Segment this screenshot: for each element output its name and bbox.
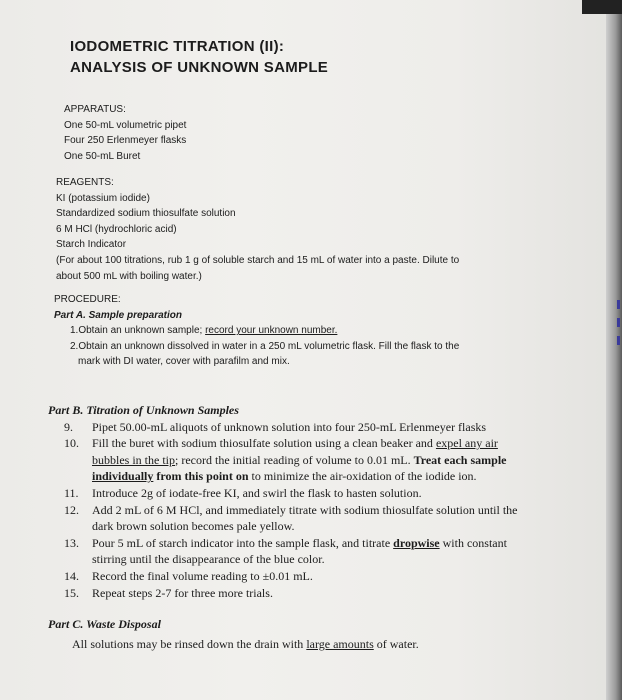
reagent-note: about 500 mL with boiling water.) [56,270,202,282]
page-edge [606,0,622,700]
step-13: 13. Pour 5 mL of starch indicator into the sample flask, and titrate dropwise with constant [64,535,507,550]
apparatus-item: One 50-mL Buret [64,150,141,162]
title-line-1: IODOMETRIC TITRATION (II): [70,38,285,55]
step-14: 14. Record the final volume reading to ±0.01 mL. [64,568,313,583]
step-1: 1.Obtain an unknown sample; record your unknown number. [70,325,338,337]
apparatus-heading: APPARATUS: [64,104,126,115]
step-2-continued: mark with DI water, cover with parafilm and mix. [78,356,290,368]
edge-mark [617,318,620,327]
title-line-2: ANALYSIS OF UNKNOWN SAMPLE [70,59,329,76]
step-10-continued: bubbles in the tip; record the initial reading of volume to 0.01 mL. Treat each sample [92,452,507,467]
procedure-heading: PROCEDURE: [54,294,121,305]
apparatus-section [64,102,186,164]
edge-mark [617,336,620,345]
procedure-part-b [48,402,518,601]
edge-mark [617,300,620,309]
part-c-title: Part C. Waste Disposal [48,617,161,631]
reagent-item: Starch Indicator [56,239,127,251]
step-2: 2.Obtain an unknown dissolved in water in a 250 mL volumetric flask. Fill the flask to the [70,340,460,352]
apparatus-item: Four 250 Erlenmeyer flasks [64,135,187,147]
reagent-item: KI (potassium iodide) [56,192,150,204]
apparatus-item: One 50-mL volumetric pipet [64,119,187,131]
procedure-part-a [54,292,459,370]
reagent-item: 6 M HCl (hydrochloric acid) [56,223,177,235]
reagents-heading: REAGENTS: [56,177,114,188]
step-9: 9. Pipet 50.00-mL aliquots of unknown solution into four 250-mL Erlenmeyer flasks [64,419,487,434]
part-b-title: Part B. Titration of Unknown Samples [48,403,239,417]
step-15: 15. Repeat steps 2-7 for three more trials. [64,585,273,600]
reagent-note: (For about 100 titrations, rub 1 g of soluble starch and 15 mL of water into a paste. Dilute to [56,254,460,266]
step-10: 10. Fill the buret with sodium thiosulfate solution using a clean beaker and expel any air [64,436,498,451]
step-11: 11. Introduce 2g of iodate-free KI, and swirl the flask to hasten solution. [64,485,422,500]
background-edge [582,0,622,14]
step-12: 12. Add 2 mL of 6 M HCl, and immediately titrate with sodium thiosulfate solution until the [64,502,518,517]
reagent-item: Standardized sodium thiosulfate solution [56,208,236,220]
procedure-part-c [48,616,419,652]
document-title [70,36,328,78]
reagents-section [56,175,459,284]
waste-disposal-text: All solutions may be rinsed down the drain with large amounts of water. [72,636,419,651]
step-12-continued: dark brown solution becomes pale yellow. [92,519,295,534]
part-a-title: Part A. Sample preparation [54,309,182,321]
step-13-continued: stirring until the disappearance of the blue color. [92,552,325,567]
step-10-continued: individually from this point on to minimize the air-oxidation of the iodide ion. [92,469,477,484]
